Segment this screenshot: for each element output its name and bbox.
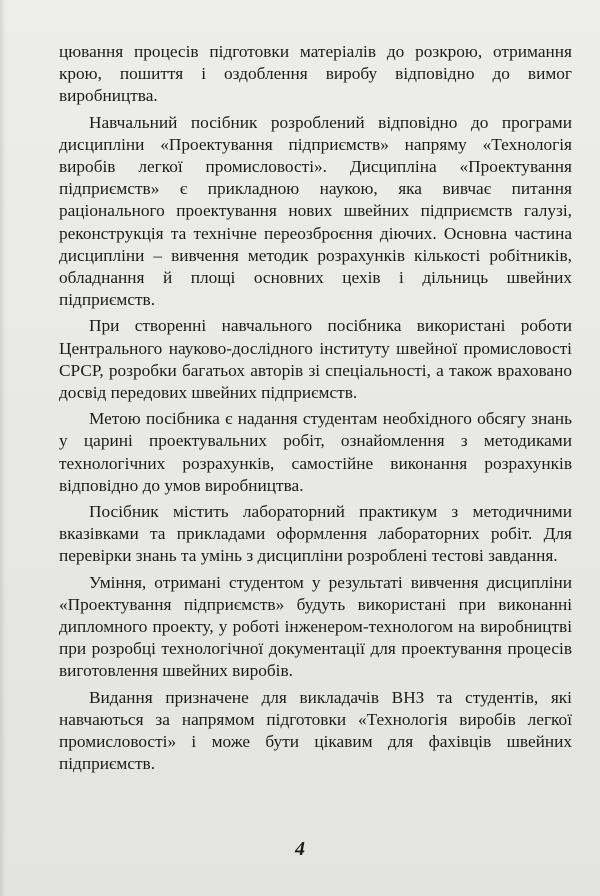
body-text bbox=[59, 41, 572, 780]
paragraph-program: Навчальний посібник розроблений відповідно до програми дисципліни «Проектування підприємств» напряму «Технологія виробів легкої промисловості». Дисципліна «Проектування підприємств» є прикладною наукою, яка вивчає питання раціонального проектування нових швейних підприємств галузі, реконструкція та технічне переозброєння діючих. Основна частина дисципліни – вивчення методик розрахунків кількості робітників, обладнання й площі основних цехів і дільниць швейних підприємств. bbox=[59, 112, 572, 310]
page-number: 4 bbox=[295, 838, 305, 860]
paragraph-continuation: цювання процесів підготовки матеріалів до розкрою, отримання крою, пошиття і оздоблення виробу відповідно до вимог виробництва. bbox=[59, 42, 572, 106]
paragraph-skills: Уміння, отримані студентом у результаті вивчення дисципліни «Проектування підприємств» будуть використані при виконанні дипломного проекту, у роботі інженером-технологом на виробництві при розробці технологічної документації для проектування процесів виготовлення швейних виробів. bbox=[59, 572, 572, 681]
paragraph-audience: Видання призначене для викладачів ВНЗ та студентів, які навчаються за напрямом підготовки «Технологія виробів легкої промисловості» і може бути цікавим для фахівців швейних підприємств. bbox=[59, 687, 572, 774]
paragraph-contents: Посібник містить лабораторний практикум з методичними вказівками та прикладами оформлення лабораторних робіт. Для перевірки знань та умінь з дисципліни розроблені тестові завдання. bbox=[59, 502, 572, 566]
paragraph-goal: Метою посібника є надання студентам необхідного обсягу знань у царині проектувальних робіт, ознайомлення з методиками технологічних розрахунків, самостійне виконання розрахунків відповідно до умов виробництва. bbox=[59, 409, 572, 495]
paragraph-sources: При створенні навчального посібника використані роботи Центрального науково-дослідного інституту швейної промисловості СРСР, розробки багатьох авторів зі спеціальності, а також враховано досвід передових швейних підприємств. bbox=[59, 316, 572, 403]
